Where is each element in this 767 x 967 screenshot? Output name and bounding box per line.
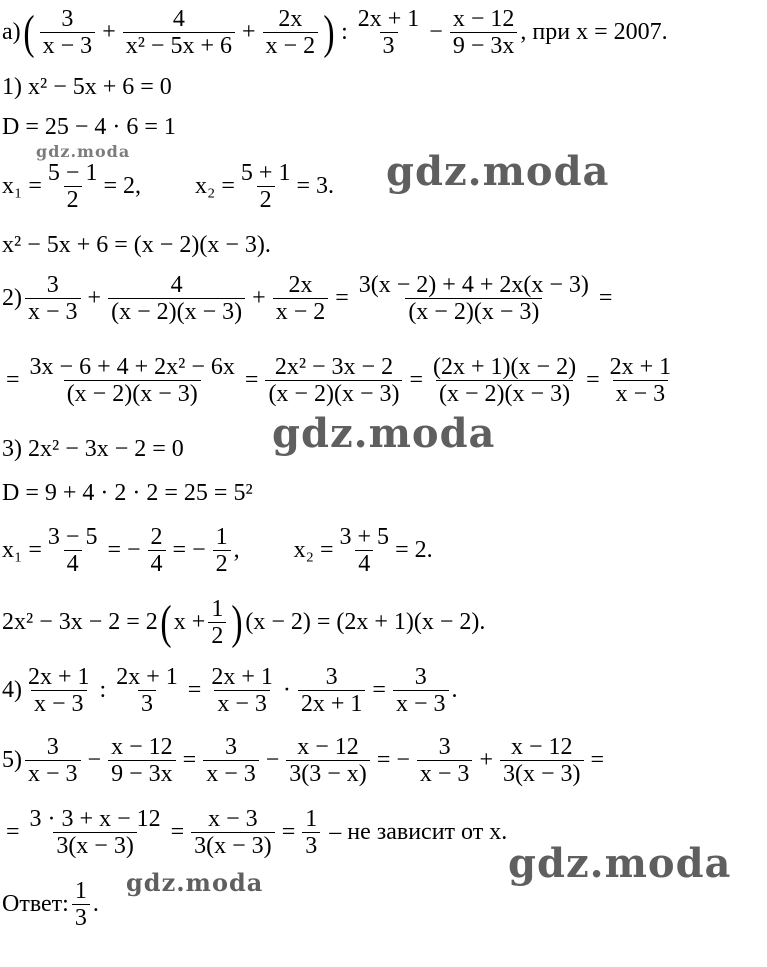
- fraction: $\frac{3}{x - 3}$: [40, 6, 96, 59]
- right-paren: ): [323, 5, 335, 59]
- factorization-line: x² − 5x + 6 = (x − 2)(x − 3).: [2, 232, 271, 258]
- watermark-bottom-right: gdz.moda: [508, 840, 732, 887]
- fraction: $\frac{2x}{x - 2}$: [263, 6, 319, 59]
- factorization-line-2: 2x² − 3x − 2 = 2 ( x + $\frac{1}{2}$ ) (x − 2) = (2x + 1)(x − 2).: [2, 595, 486, 649]
- answer-label: Ответ:: [2, 891, 69, 917]
- expression-line: а) ( $\frac{3}{x - 3}$ + $\frac{4}{\text{x² − 5x + 6}}$ + $\frac{2x}{x - 2}$ ) : $\frac{2x + 1}{3}$ − $\frac{x - 12}{9 - 3x}$ , при x = 2007.: [2, 5, 668, 59]
- roots-line-2: x₁ = $\frac{3 - 5}{4}$ = − $\frac{2}{4}$ = − $\frac{1}{2}$ , x₂ = $\frac{3 + 5}{4}$ = 2.: [2, 524, 433, 577]
- fraction: $\frac{x - 12}{9 - 3x}$: [450, 6, 518, 59]
- watermark-middle: gdz.moda: [272, 410, 496, 457]
- watermark-small-top: gdz.moda: [36, 142, 131, 161]
- roots-line: x₁ = $\frac{5 - 1}{2}$ = 2, x₂ = $\frac{5 + 1}{2}$ = 3.: [2, 160, 334, 213]
- simplification-line: = $\frac{\text{3x − 6 + 4 + 2x² − 6x}}{(x - 2)(x - 3)}$ = $\frac{\text{2x² − 3x − 2}}{(x - 2)(x - 3)}$ = $\frac{(2x + 1)(x - 2)}{(x - 2)(x - 3)}$ = $\frac{2x + 1}{x - 3}$: [6, 354, 672, 407]
- watermark-bottom-left: gdz.moda: [126, 868, 264, 897]
- label-a: а): [2, 19, 21, 45]
- answer-line: Ответ: $\frac{1}{3}$ .: [2, 878, 99, 931]
- step-1-line: 1) x² − 5x + 6 = 0: [2, 74, 172, 100]
- step-2-line: 2) $\frac{3}{x - 3}$ + $\frac{4}{(x - 2)(x - 3)}$ + $\frac{2x}{x - 2}$ = $\frac{3(x - 2) + 4 + 2x(x - 3)}{(x - 2)(x - 3)}$ =: [2, 272, 613, 325]
- conclusion-text: – не зависит от x.: [329, 819, 508, 845]
- answer-fraction: $\frac{1}{3}$: [72, 878, 90, 931]
- step-4-line: 4) $\frac{2x + 1}{x - 3}$ : $\frac{2x + 1}{3}$ = $\frac{2x + 1}{x - 3}$ · $\frac{3}{2x + 1}$ = $\frac{3}{x - 3}$ .: [2, 664, 458, 717]
- fraction: $\frac{2x + 1}{3}$: [357, 6, 420, 59]
- condition-text: , при x = 2007.: [520, 19, 668, 45]
- step-3-line: 3) 2x² − 3x − 2 = 0: [2, 436, 184, 462]
- fraction: $\frac{4}{\text{x² − 5x + 6}}$: [123, 6, 235, 59]
- discriminant-line-2: D = 9 + 4 · 2 · 2 = 25 = 5²: [2, 480, 253, 506]
- discriminant-line: D = 25 − 4 · 6 = 1: [2, 114, 176, 140]
- left-paren: (: [23, 5, 35, 59]
- result-line: = $\frac{3 \cdot 3 + x - 12}{3(x - 3)}$ = $\frac{x - 3}{3(x - 3)}$ = $\frac{1}{3}$ – не зависит от x.: [6, 806, 508, 859]
- step-5-line: 5) $\frac{3}{x - 3}$ − $\frac{x - 12}{9 - 3x}$ = $\frac{3}{x - 3}$ − $\frac{x - 12}{3(3 - x)}$ = − $\frac{3}{x - 3}$ + $\frac{x - 12}{3(x - 3)}$ =: [2, 734, 605, 787]
- watermark-top: gdz.moda: [386, 148, 610, 195]
